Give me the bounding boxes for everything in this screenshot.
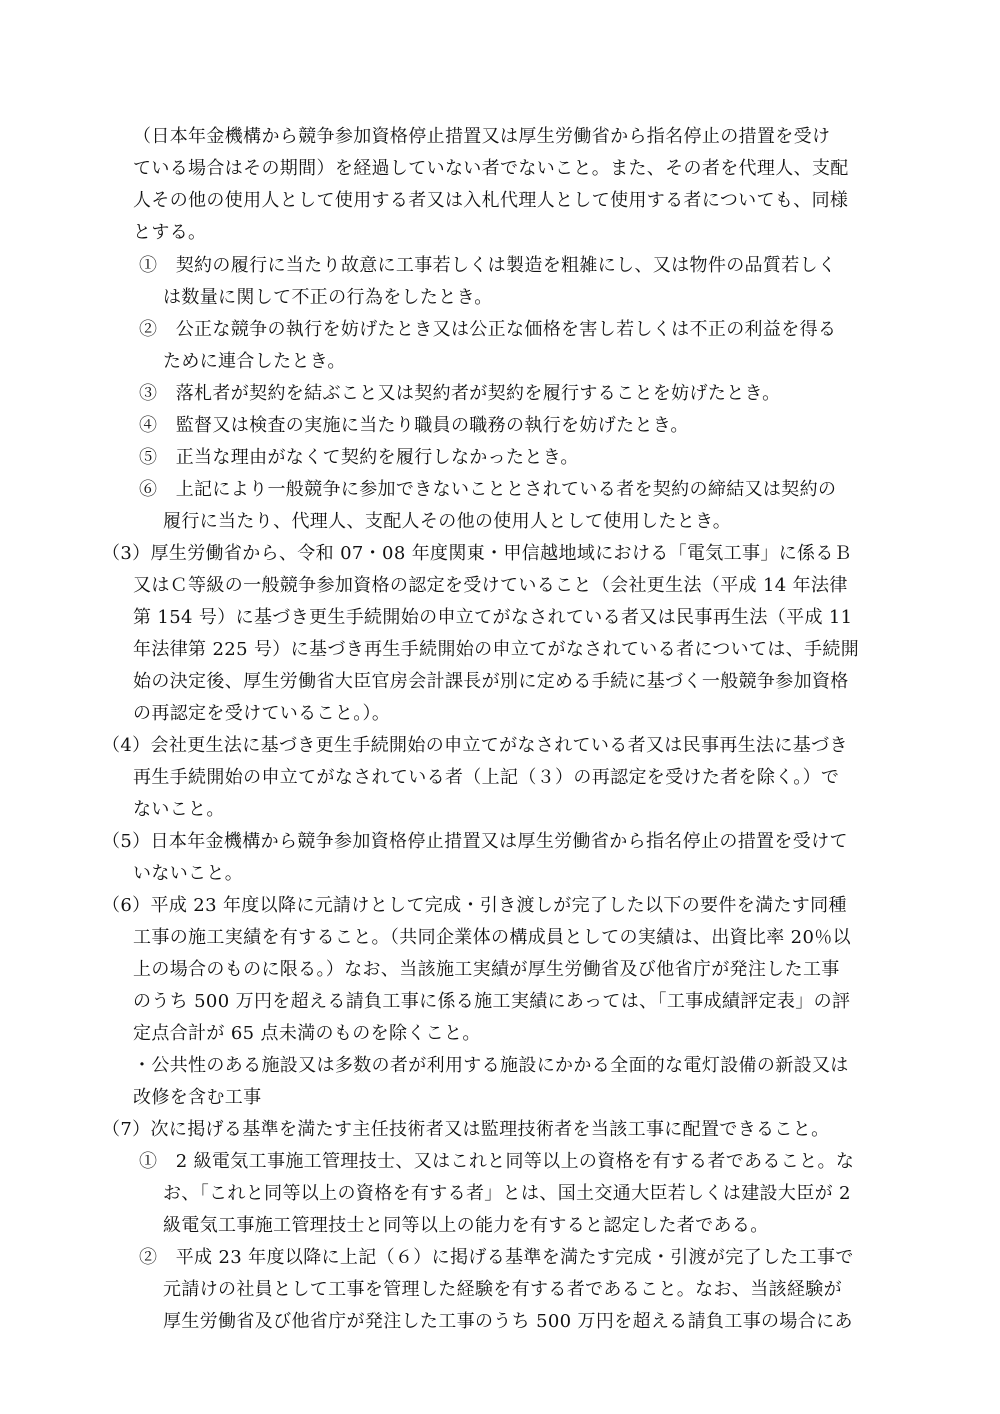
text-line: 工事の施工実績を有すること。（共同企業体の構成員としての実績は、出資比率 20％以 (133, 927, 851, 948)
list-item-6: ⑥ 上記により一般競争に参加できないこととされている者を契約の締結又は契約の (139, 479, 837, 500)
text-line: とする。 (133, 222, 207, 243)
text-line: の再認定を受けていること。）。 (133, 703, 391, 724)
text-line: 上の場合のものに限る。）なお、当該施工実績が厚生労働省及び他省庁が発注した工事 (133, 959, 840, 980)
section-7-heading: （7）次に掲げる基準を満たす主任技術者又は監理技術者を当該工事に配置できること。 (102, 1119, 830, 1140)
list-item-1: ① 2 級電気工事施工管理技士、又はこれと同等以上の資格を有する者であること。な (139, 1151, 855, 1172)
text-line: 始の決定後、厚生労働省大臣官房会計課長が別に定める手続に基づく一般競争参加資格 (133, 671, 849, 692)
text-line: 年法律第 225 号）に基づき再生手続開始の申立てがなされている者については、手続開 (133, 639, 860, 660)
text-line: 履行に当たり、代理人、支配人その他の使用人として使用したとき。 (163, 511, 732, 532)
list-item-1: ① 契約の履行に当たり故意に工事若しくは製造を粗雑にし、又は物件の品質若しく (139, 255, 837, 276)
list-item-2: ② 平成 23 年度以降に上記（６）に掲げる基準を満たす完成・引渡が完了した工事で (139, 1247, 854, 1268)
text-line: のうち 500 万円を超える請負工事に係る施工実績にあっては、「工事成績評定表」の評 (133, 991, 851, 1012)
text-line: ために連合したとき。 (163, 351, 346, 372)
section-5-heading: （5）日本年金機構から競争参加資格停止措置又は厚生労働省から指名停止の措置を受けて (102, 831, 848, 852)
section-4-heading: （4）会社更生法に基づき更生手続開始の申立てがなされている者又は民事再生法に基づき (102, 735, 848, 756)
text-line: （日本年金機構から競争参加資格停止措置又は厚生労働省から指名停止の措置を受け (133, 126, 831, 147)
list-item-4: ④ 監督又は検査の実施に当たり職員の職務の執行を妨げたとき。 (139, 415, 689, 436)
text-line: 改修を含む工事 (133, 1087, 262, 1108)
text-line: いないこと。 (133, 863, 244, 884)
text-line: 元請けの社員として工事を管理した経験を有する者であること。なお、当該経験が (163, 1279, 842, 1300)
bullet-item: ・公共性のある施設又は多数の者が利用する施設にかかる全面的な電灯設備の新設又は (133, 1055, 849, 1076)
text-line: 定点合計が 65 点未満のものを除くこと。 (133, 1023, 481, 1044)
text-line: は数量に関して不正の行為をしたとき。 (163, 287, 493, 308)
text-line: ている場合はその期間）を経過していない者でないこと。また、その者を代理人、支配 (133, 158, 849, 179)
text-line: 又はＣ等級の一般競争参加資格の認定を受けていること（会社更生法（平成 14 年法律 (133, 575, 848, 596)
section-6-heading: （6）平成 23 年度以降に元請けとして完成・引き渡しが完了した以下の要件を満たす同種 (102, 895, 847, 916)
text-line: ないこと。 (133, 799, 225, 820)
section-3-heading: （3）厚生労働省から、令和 07・08 年度関東・甲信越地域における「電気工事」に係るＢ (102, 543, 853, 564)
list-item-3: ③ 落札者が契約を結ぶこと又は契約者が契約を履行することを妨げたとき。 (139, 383, 781, 404)
text-line: お、「これと同等以上の資格を有する者」とは、国土交通大臣若しくは建設大臣が 2 (163, 1183, 851, 1204)
text-line: 級電気工事施工管理技士と同等以上の能力を有すると認定した者である。 (163, 1215, 769, 1236)
text-line: 厚生労働省及び他省庁が発注した工事のうち 500 万円を超える請負工事の場合にあ (163, 1311, 853, 1332)
text-line: 人その他の使用人として使用する者又は入札代理人として使用する者についても、同様 (133, 190, 849, 211)
list-item-2: ② 公正な競争の執行を妨げたとき又は公正な価格を害し若しくは不正の利益を得る (139, 319, 837, 340)
text-line: 第 154 号）に基づき更生手続開始の申立てがなされている者又は民事再生法（平成 11 (133, 607, 853, 628)
list-item-5: ⑤ 正当な理由がなくて契約を履行しなかったとき。 (139, 447, 579, 468)
text-line: 再生手続開始の申立てがなされている者（上記（３）の再認定を受けた者を除く。）で (133, 767, 840, 788)
